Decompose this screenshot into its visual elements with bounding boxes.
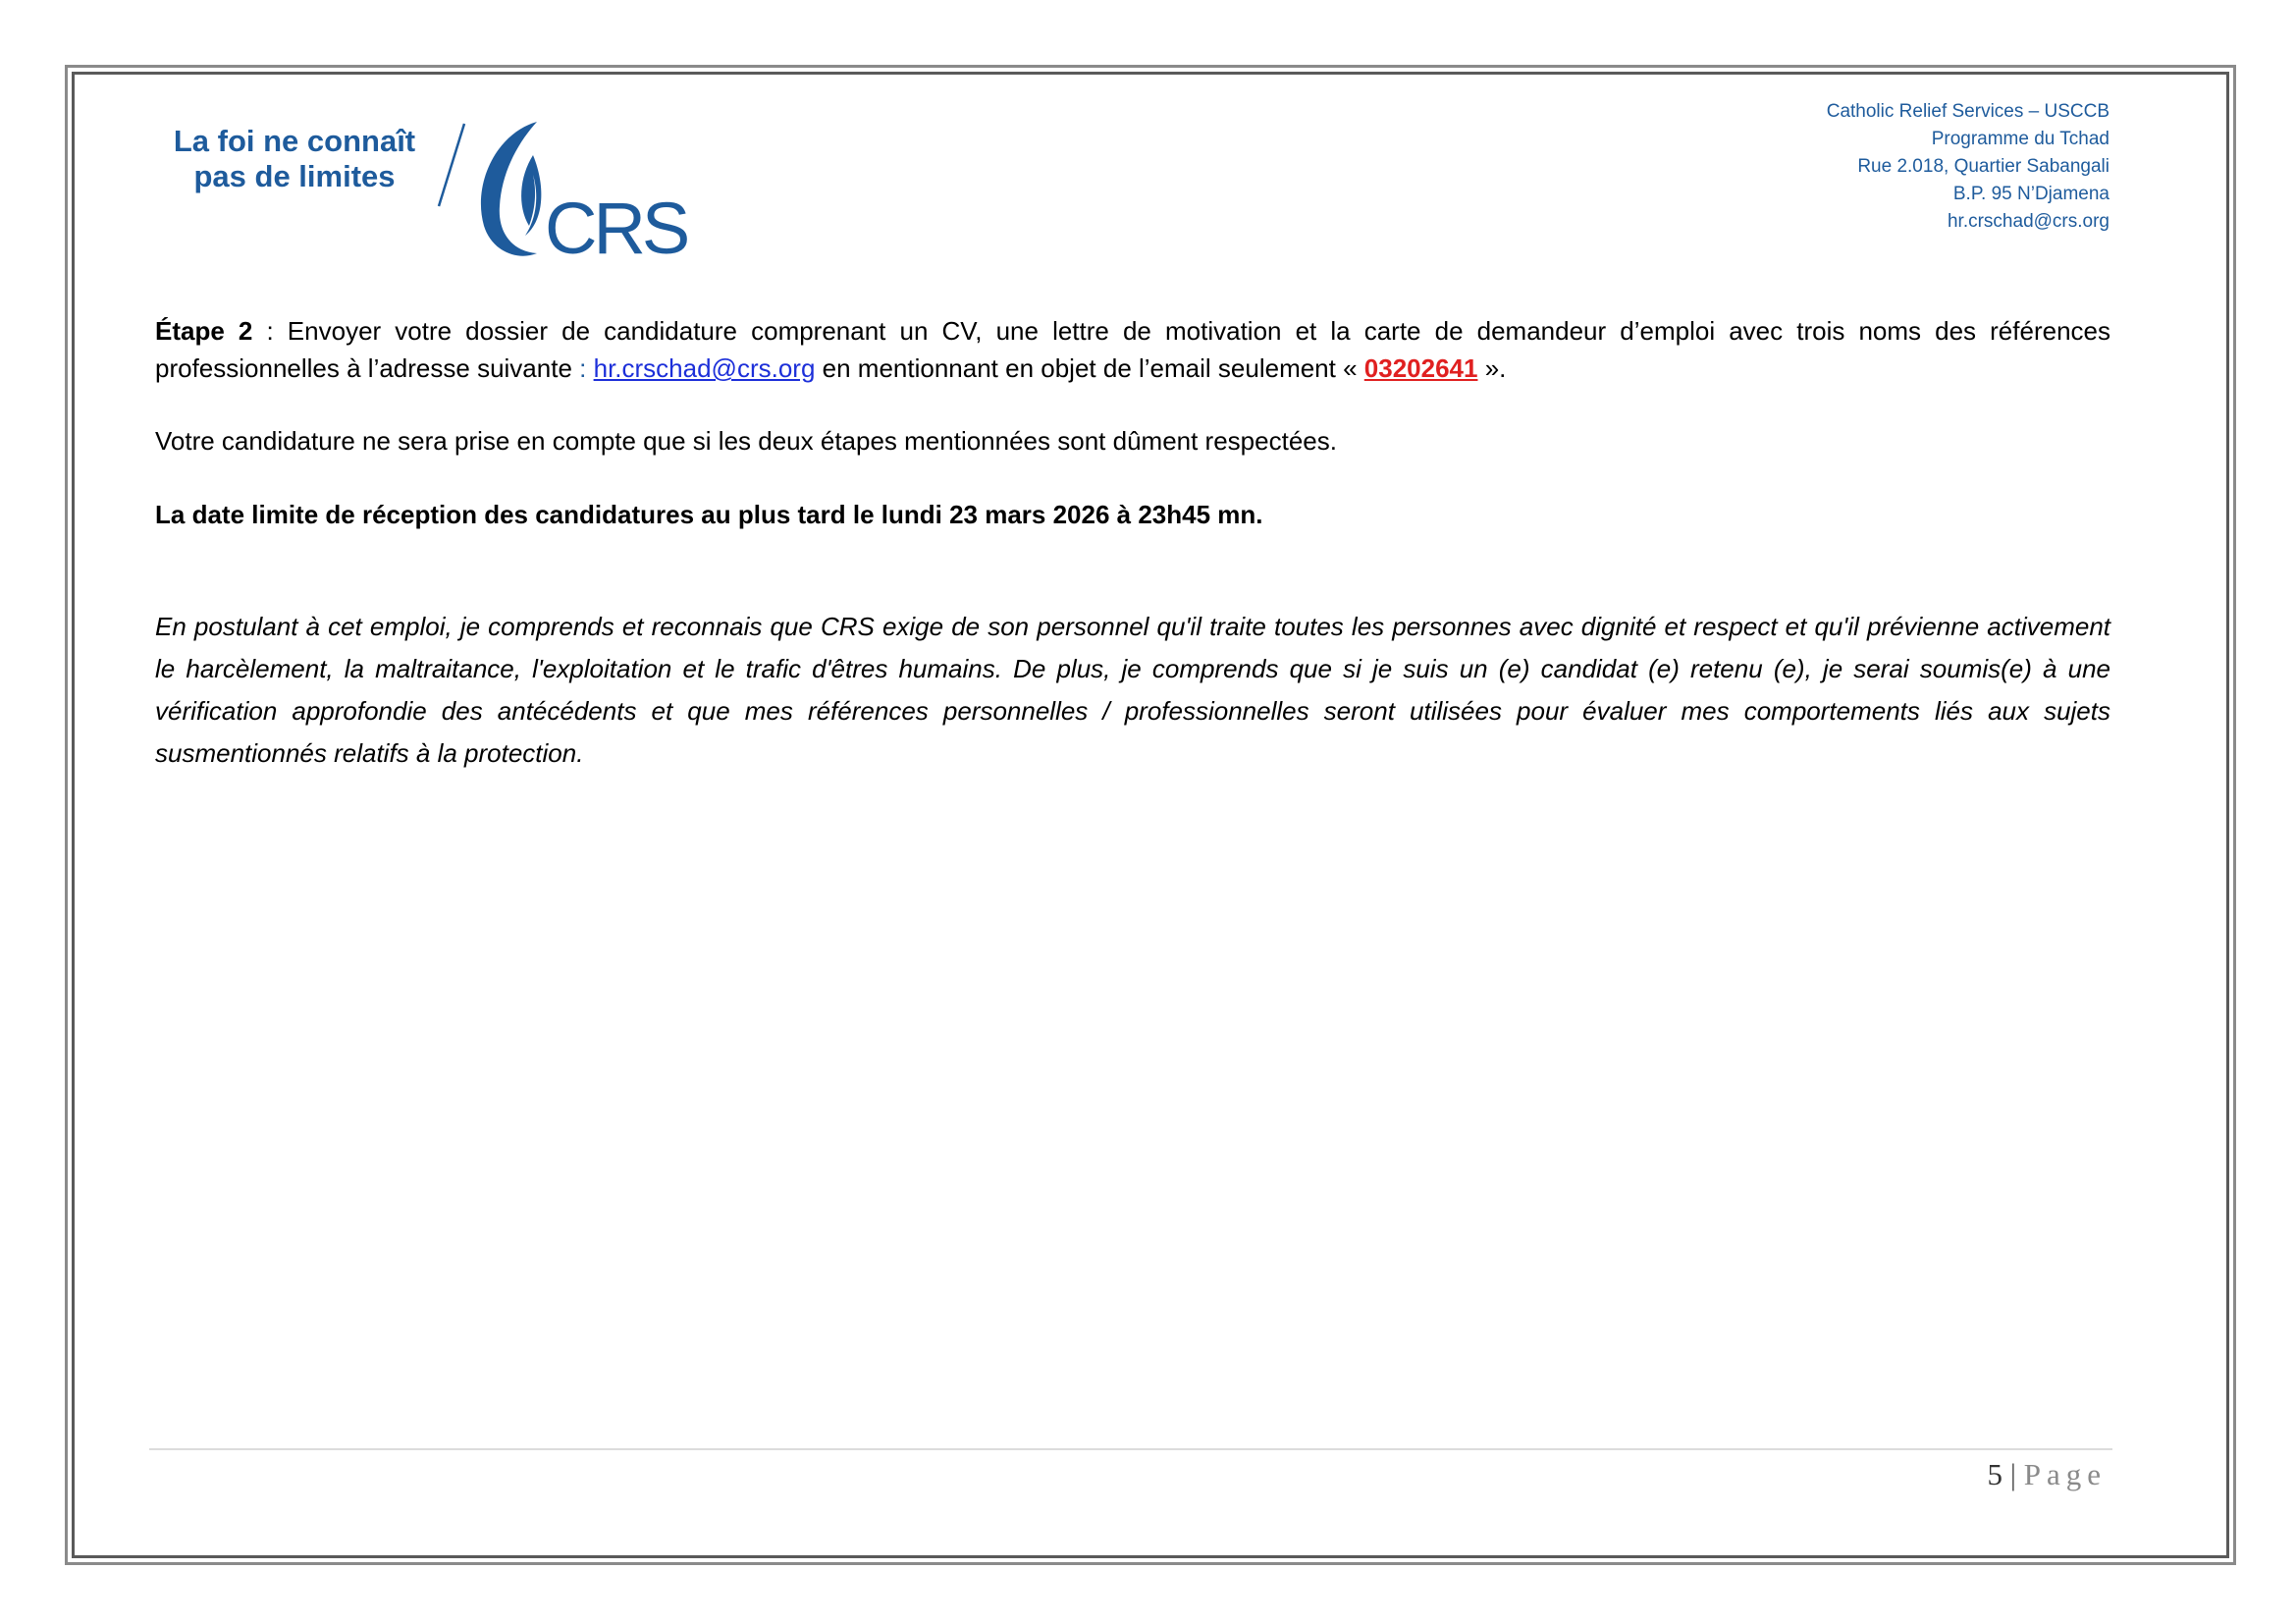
safeguarding-statement: En postulant à cet emploi, je comprends et reconnais que CRS exige de son personnel qu'il traite toutes les personnes avec dignité et respect et qu'il prévienne activement le harcèlement, la maltraitance, l'exploitation et le trafic d'êtres humains. De plus, je comprends que si je suis un (e) candidat (e) retenu (e), je serai soumis(e) à une vérification approfondie des antécédents et que mes références personnelles / professionnelles seront utilisées pour évaluer mes comportements liés aux sujets susmentionnés relatifs à la protection. [155, 612, 2110, 768]
etape-colon: : [579, 353, 587, 383]
etape-2-paragraph [155, 312, 2110, 387]
address-org: Catholic Relief Services – USCCB [1826, 101, 2109, 122]
application-email-link[interactable]: hr.crschad@crs.org [593, 353, 816, 383]
address-street: Rue 2.018, Quartier Sabangali [1857, 156, 2109, 177]
etape-subject-text: en mentionnant en objet de l’email seulement « [815, 353, 1364, 383]
address-po-box: B.P. 95 N’Djamena [1952, 184, 2109, 204]
address-email: hr.crschad@crs.org [1947, 211, 2109, 232]
application-note: Votre candidature ne sera prise en compte que si les deux étapes mentionnées sont dûment respectées. [155, 426, 1337, 456]
address-programme: Programme du Tchad [1931, 129, 2109, 149]
footer-divider [149, 1448, 2112, 1450]
page-border-inner [72, 72, 2229, 1558]
slogan-line-1: La foi ne connaît [173, 124, 416, 158]
job-reference-number: 03202641 [1363, 353, 1478, 383]
logo-wordmark: CRS [545, 188, 687, 263]
slogan-line-2: pas de limites [193, 159, 396, 193]
page-number [1988, 1457, 2107, 1492]
logo-slogan [152, 124, 437, 194]
deadline-statement: La date limite de réception des candidatures au plus tard le lundi 23 mars 2026 à 23h45 mn. [155, 500, 1263, 529]
page-separator: | [2009, 1457, 2016, 1491]
etape-text: : Envoyer votre dossier de candidature comprenant un CV, une lettre de motivation et la carte de demandeur d’emploi avec trois noms des références professionnelles à l’adresse suivante [155, 316, 2110, 383]
page-label: Page [2023, 1457, 2107, 1491]
office-address [1827, 98, 2109, 236]
etape-closing: ». [1477, 353, 1507, 383]
page-number-value: 5 [1987, 1457, 2003, 1491]
crs-logo [152, 116, 712, 263]
crs-flame-logo-icon [427, 116, 721, 263]
etape-label: Étape 2 [155, 316, 253, 346]
